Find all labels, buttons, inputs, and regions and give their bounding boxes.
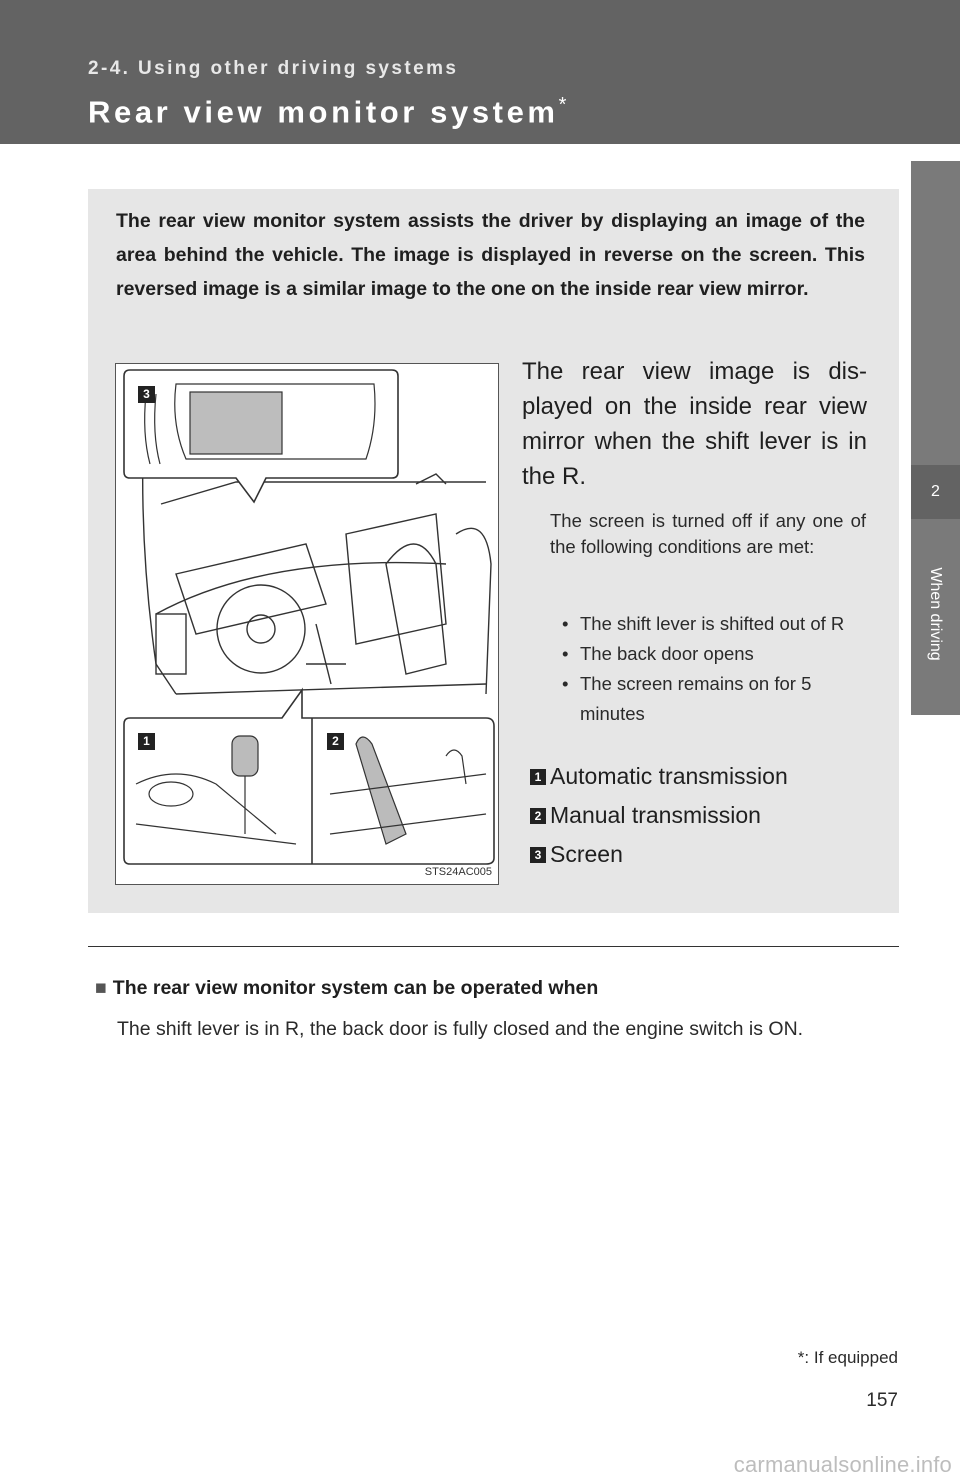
legend-item-automatic — [530, 757, 788, 796]
figure-caption: The rear view image is dis-played on the inside rear view mirror when the shift lever is in the R. — [522, 358, 867, 490]
figure-legend — [530, 757, 788, 874]
list-item — [560, 639, 866, 669]
list-item — [560, 609, 866, 639]
screen-off-note: The screen is turned off if any one of the following conditions are met: — [550, 510, 866, 557]
figure-code: STS24AC005 — [424, 866, 492, 878]
footnote-asterisk: * — [797, 1348, 805, 1367]
divider — [88, 946, 899, 947]
legend-label: Automatic transmission — [550, 763, 788, 789]
page-title-text: Rear view monitor system — [88, 94, 559, 130]
intro-text: The rear view monitor system assists the driver by displaying an image of the area behind the vehicle. The image is displayed in reverse on the screen. This reversed image is a similar image to the one on the inside rear view mirror. — [116, 210, 865, 300]
square-bullet-icon: ■ — [95, 977, 107, 999]
note-heading — [95, 977, 598, 1000]
badge-manual: 2 — [327, 733, 344, 750]
cabin-illustration-svg — [116, 364, 498, 884]
bullet-text: The back door opens — [580, 643, 754, 664]
page-number: 157 — [866, 1390, 898, 1411]
page-header — [0, 0, 960, 144]
page-title — [88, 94, 566, 130]
legend-badge: 2 — [530, 808, 546, 824]
badge-screen: 3 — [138, 386, 155, 403]
chapter-number-tab[interactable]: 2 — [911, 465, 960, 519]
chapter-label: When driving — [927, 567, 944, 661]
badge-automatic: 1 — [138, 733, 155, 750]
note-body: The shift lever is in R, the back door is fully closed and the engine switch is ON. — [117, 1018, 804, 1040]
legend-badge: 3 — [530, 847, 546, 863]
legend-item-manual — [530, 796, 788, 835]
bullet-text: The shift lever is shifted out of R — [580, 613, 845, 634]
conditions-list — [560, 609, 866, 729]
watermark[interactable]: carmanualsonline.info — [733, 1452, 952, 1477]
note-heading-text: The rear view monitor system can be operated when — [112, 977, 599, 999]
list-item — [560, 669, 866, 729]
title-asterisk: * — [558, 94, 567, 116]
bullet-text: The screen remains on for 5 minutes — [580, 673, 812, 724]
legend-label: Manual transmission — [550, 802, 761, 828]
footnote — [798, 1348, 898, 1368]
cabin-illustration — [115, 363, 499, 885]
legend-label: Screen — [550, 841, 623, 867]
legend-badge: 1 — [530, 769, 546, 785]
footnote-text: : If equipped — [804, 1348, 898, 1367]
section-label: 2-4. Using other driving systems — [88, 58, 459, 79]
legend-item-screen — [530, 835, 788, 874]
chapter-tab-top — [911, 161, 960, 465]
